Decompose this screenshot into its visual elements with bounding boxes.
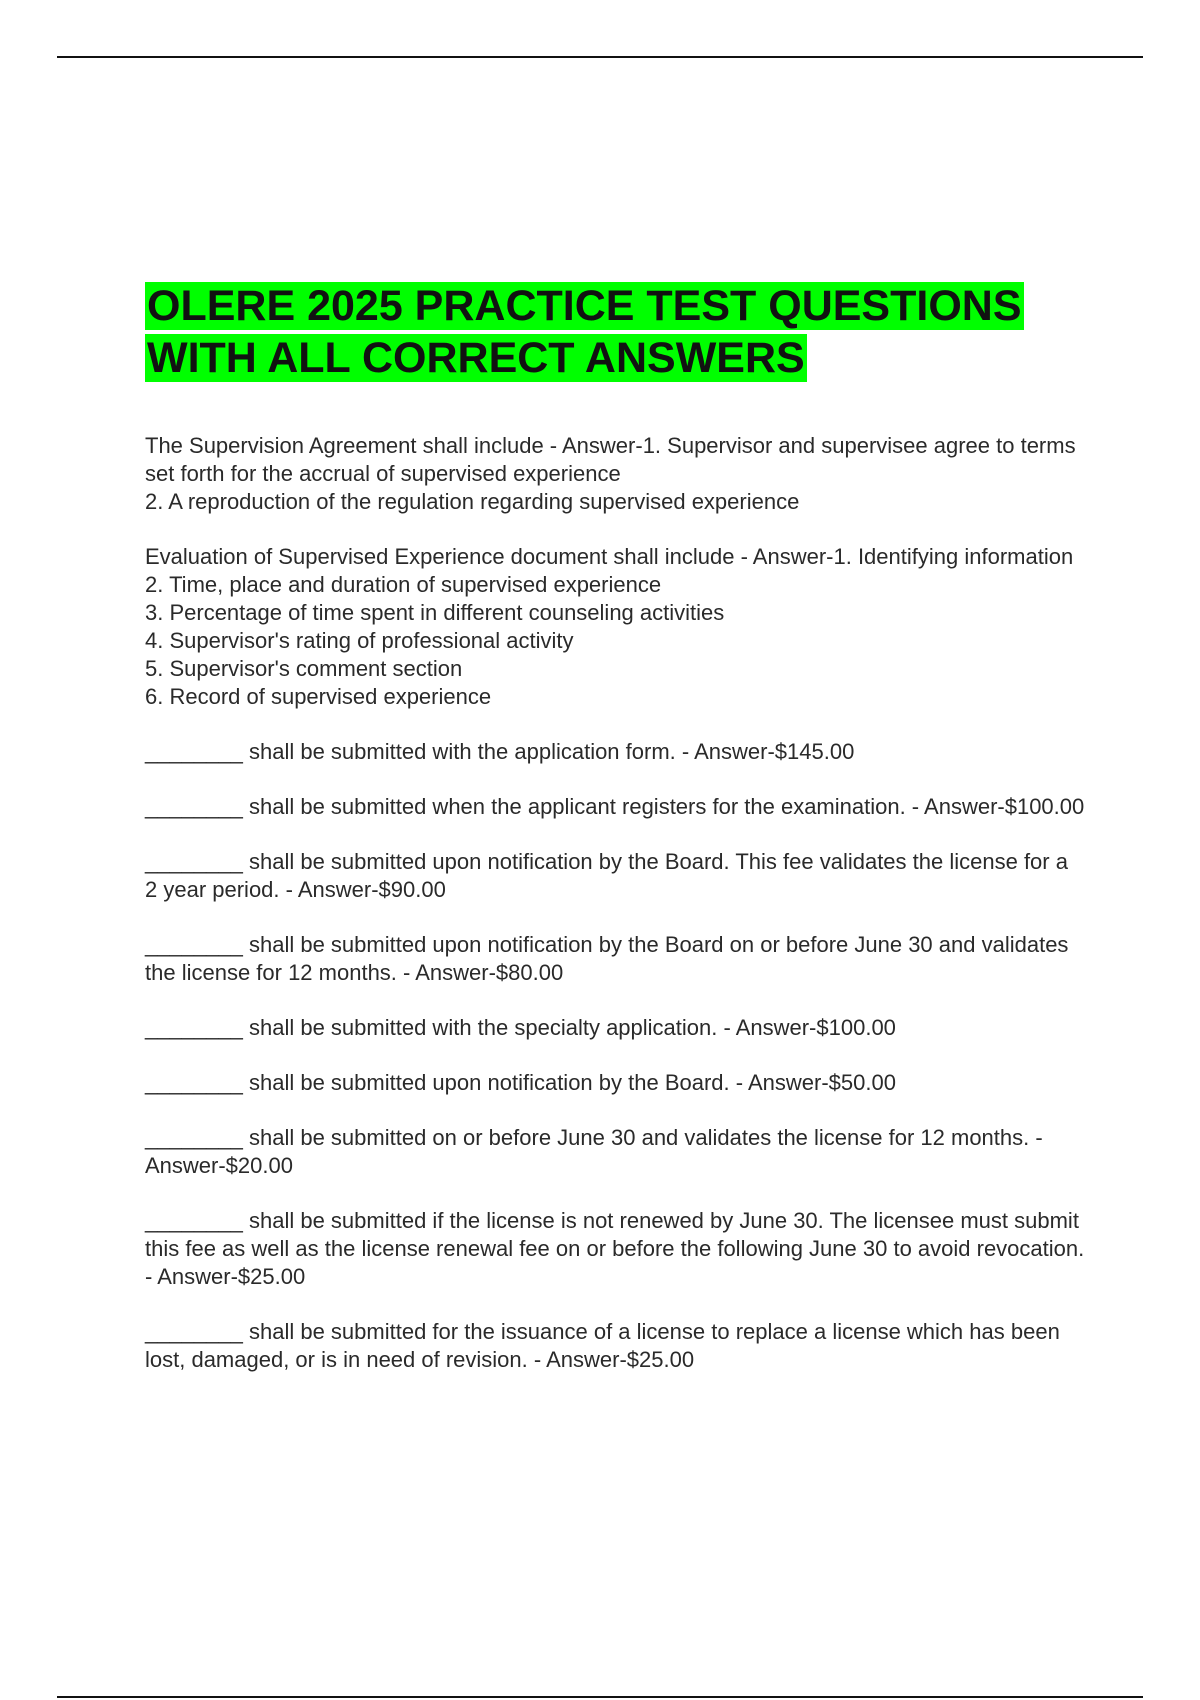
qa-line: ________ shall be submitted when the applicant registers for the examination. - Answer-$100.00	[145, 794, 1085, 819]
qa-line: ________ shall be submitted upon notification by the Board. - Answer-$50.00	[145, 1070, 896, 1095]
top-rule	[57, 56, 1143, 58]
qa-line: 4. Supervisor's rating of professional activity	[145, 628, 574, 653]
document-body	[145, 280, 1085, 1401]
qa-line: ________ shall be submitted upon notification by the Board on or before June 30 and validates the license for 12 months. - Answer-$80.00	[145, 932, 1069, 985]
qa-line: ________ shall be submitted with the application form. - Answer-$145.00	[145, 739, 855, 764]
qa-line: 2. A reproduction of the regulation regarding supervised experience	[145, 489, 800, 514]
qa-item	[145, 848, 1085, 904]
bottom-rule	[57, 1696, 1143, 1698]
qa-item	[145, 1124, 1085, 1180]
qa-line: 3. Percentage of time spent in different counseling activities	[145, 600, 725, 625]
qa-list	[145, 432, 1085, 1374]
qa-line: ________ shall be submitted upon notification by the Board. This fee validates the license for a 2 year period. - Answer-$90.00	[145, 849, 1068, 902]
qa-line: The Supervision Agreement shall include - Answer-1. Supervisor and supervisee agree to terms set forth for the accrual of supervised experience	[145, 433, 1076, 486]
qa-line: ________ shall be submitted on or before June 30 and validates the license for 12 months. - Answer-$20.00	[145, 1125, 1043, 1178]
qa-item	[145, 793, 1085, 821]
qa-line: ________ shall be submitted for the issuance of a license to replace a license which has been lost, damaged, or is in need of revision. - Answer-$25.00	[145, 1319, 1060, 1372]
qa-item	[145, 1014, 1085, 1042]
qa-line: Evaluation of Supervised Experience document shall include - Answer-1. Identifying information	[145, 544, 1074, 569]
qa-item	[145, 738, 1085, 766]
qa-item	[145, 1318, 1085, 1374]
qa-line: ________ shall be submitted if the license is not renewed by June 30. The licensee must submit this fee as well as the license renewal fee on or before the following June 30 to avoid revocation. - Answer-$25.00	[145, 1208, 1085, 1289]
title-highlight: OLERE 2025 PRACTICE TEST QUESTIONS WITH ALL CORRECT ANSWERS	[147, 282, 1022, 382]
qa-item	[145, 432, 1085, 516]
qa-line: 2. Time, place and duration of supervised experience	[145, 572, 662, 597]
document-title	[145, 280, 1085, 384]
qa-item	[145, 1069, 1085, 1097]
qa-line: 5. Supervisor's comment section	[145, 656, 463, 681]
qa-item	[145, 543, 1085, 711]
qa-item	[145, 931, 1085, 987]
qa-line: ________ shall be submitted with the specialty application. - Answer-$100.00	[145, 1015, 896, 1040]
qa-line: 6. Record of supervised experience	[145, 684, 492, 709]
qa-item	[145, 1207, 1085, 1291]
